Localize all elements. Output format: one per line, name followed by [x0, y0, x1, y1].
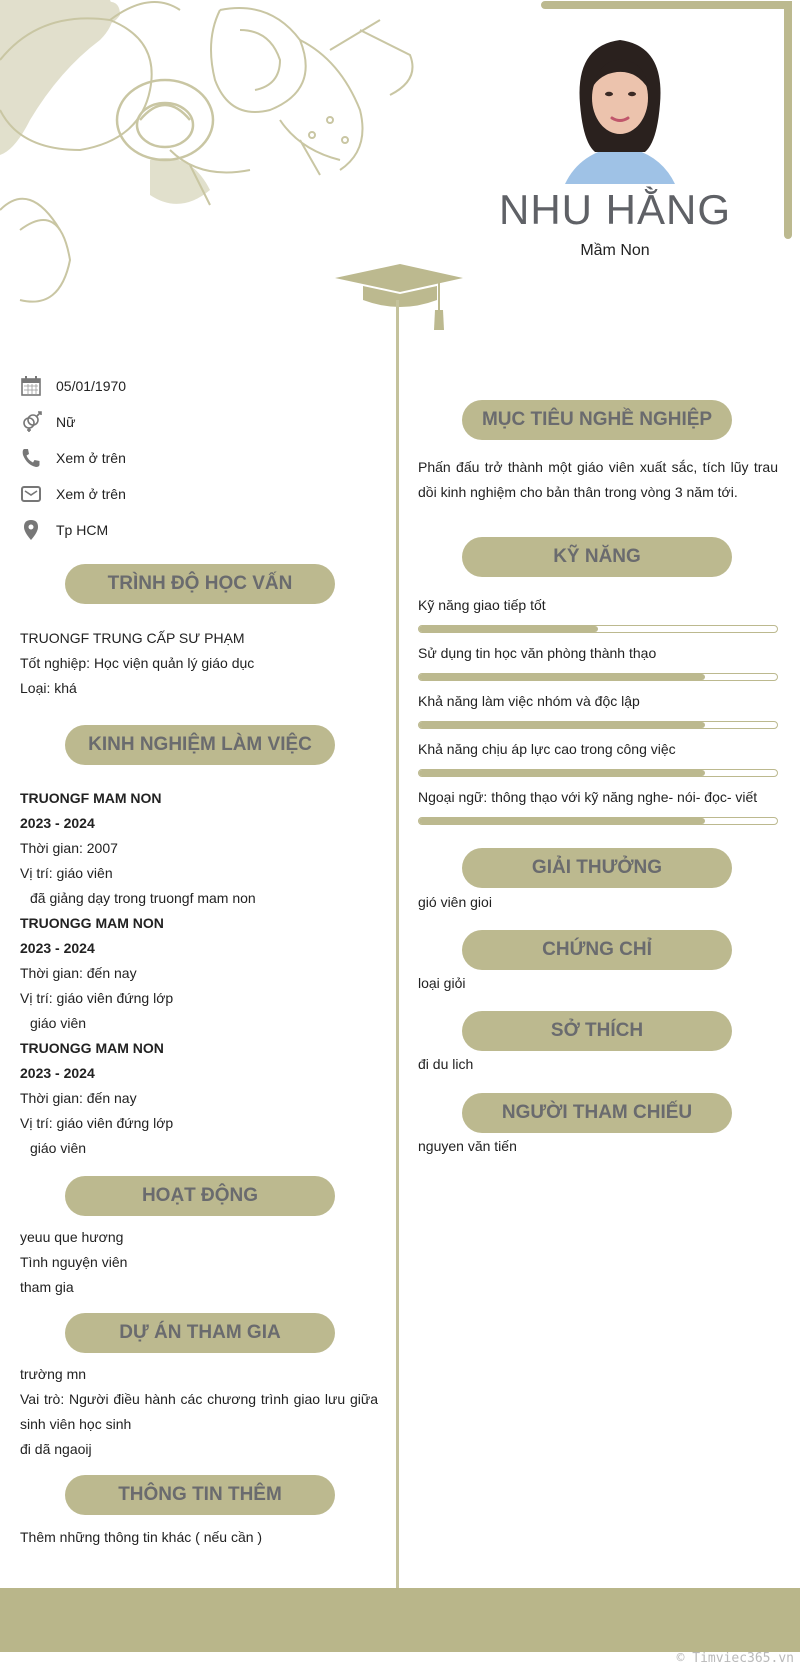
- experience-company: TRUONGF MAM NON: [20, 790, 162, 806]
- experience-years: 2023 - 2024: [20, 940, 95, 956]
- education-heading: TRÌNH ĐỘ HỌC VẤN: [65, 564, 335, 604]
- skill-name: Khả năng làm việc nhóm và độc lập: [418, 693, 640, 709]
- experience-role: Vị trí: giáo viên: [20, 865, 113, 881]
- skill-bar: [418, 769, 778, 777]
- location-icon: [20, 519, 42, 541]
- experience-desc: giáo viên: [30, 1140, 87, 1156]
- project-role: Vai trò: Người điều hành các chương trình giao lưu giữa sinh viên học sinh: [20, 1391, 378, 1432]
- experience-role: Vị trí: giáo viên đứng lớp: [20, 1115, 174, 1131]
- phone-icon: [20, 447, 42, 469]
- more-info-heading: THÔNG TIN THÊM: [65, 1475, 335, 1515]
- activity-item: yeuu que hương: [20, 1229, 124, 1245]
- skill-name: Kỹ năng giao tiếp tốt: [418, 597, 546, 613]
- objective-heading: MỤC TIÊU NGHỀ NGHIỆP: [462, 400, 732, 440]
- activity-item: tham gia: [20, 1279, 74, 1295]
- footer-band: [0, 1588, 800, 1652]
- certificates-text: loại giỏi: [418, 975, 466, 991]
- activities-section: [20, 1225, 378, 1300]
- skill-bar-fill: [419, 674, 705, 680]
- experience-time: Thời gian: đến nay: [20, 1090, 137, 1106]
- experience-years: 2023 - 2024: [20, 1065, 95, 1081]
- experience-time: Thời gian: 2007: [20, 840, 118, 856]
- experience-desc: đã giảng dạy trong truongf mam non: [30, 890, 256, 906]
- calendar-icon: [20, 375, 42, 397]
- skill-bar: [418, 817, 778, 825]
- experience-heading: KINH NGHIỆM LÀM VIỆC: [65, 725, 335, 765]
- gender-icon: [20, 411, 42, 433]
- candidate-name: NHU HẰNG: [498, 186, 731, 233]
- location-row: [20, 518, 390, 542]
- birthdate-row: [20, 374, 390, 398]
- experience-company: TRUONGG MAM NON: [20, 1040, 164, 1056]
- experience-company: TRUONGG MAM NON: [20, 915, 164, 931]
- experience-time: Thời gian: đến nay: [20, 965, 137, 981]
- skill-item: [418, 739, 778, 777]
- experience-section: [20, 786, 378, 1161]
- hobbies-text: đi du lich: [418, 1056, 474, 1072]
- skill-item: [418, 595, 778, 633]
- experience-role: Vị trí: giáo viên đứng lớp: [20, 990, 174, 1006]
- experience-years: 2023 - 2024: [20, 815, 95, 831]
- references-heading: NGƯỜI THAM CHIẾU: [462, 1093, 732, 1133]
- phone-value: Xem ở trên: [56, 450, 126, 466]
- skill-item: [418, 643, 778, 681]
- gender-value: Nữ: [56, 414, 76, 430]
- objective-text: Phấn đấu trở thành một giáo viên xuất sắc, tích lũy trau dồi kinh nghiệm cho bản thân trong vòng 3 năm tới.: [418, 459, 778, 500]
- candidate-position: Mầm Non: [580, 242, 650, 259]
- skill-name: Ngoại ngữ: thông thạo với kỹ năng nghe- nói- đọc- viết: [418, 789, 758, 805]
- projects-section: [20, 1362, 378, 1462]
- references-text: nguyen văn tiến: [418, 1138, 517, 1154]
- certificates-heading: CHỨNG CHỈ: [462, 930, 732, 970]
- education-section: [20, 626, 378, 701]
- education-grade: Loại: khá: [20, 680, 77, 696]
- project-desc: đi dã ngaoij: [20, 1441, 92, 1457]
- experience-desc: giáo viên: [30, 1015, 87, 1031]
- skill-item: [418, 691, 778, 729]
- awards-heading: GIẢI THƯỞNG: [462, 848, 732, 888]
- email-icon: [20, 483, 42, 505]
- project-name: trường mn: [20, 1366, 87, 1382]
- gender-row: [20, 410, 390, 434]
- awards-text: gió viên gioi: [418, 894, 492, 910]
- phone-row: [20, 446, 390, 470]
- location-value: Tp HCM: [56, 522, 109, 538]
- activities-heading: HOẠT ĐỘNG: [65, 1176, 335, 1216]
- skill-bar: [418, 625, 778, 633]
- hobbies-heading: SỞ THÍCH: [462, 1011, 732, 1051]
- email-row: [20, 482, 390, 506]
- watermark: © Timviec365.vn: [676, 1651, 794, 1666]
- skill-bar-fill: [419, 818, 705, 824]
- skill-item: [418, 787, 778, 825]
- education-graduation: Tốt nghiệp: Học viện quản lý giáo dục: [20, 655, 255, 671]
- skill-bar: [418, 673, 778, 681]
- skill-bar-fill: [419, 770, 705, 776]
- skill-bar-fill: [419, 722, 705, 728]
- center-divider: [396, 300, 399, 1590]
- skill-name: Sử dụng tin học văn phòng thành thạo: [418, 645, 657, 661]
- skill-bar: [418, 721, 778, 729]
- email-value: Xem ở trên: [56, 486, 126, 502]
- education-school: TRUONGF TRUNG CẤP SƯ PHẠM: [20, 630, 245, 646]
- skill-name: Khả năng chịu áp lực cao trong công việc: [418, 741, 676, 757]
- skill-bar-fill: [419, 626, 598, 632]
- activity-item: Tình nguyện viên: [20, 1254, 128, 1270]
- profile-photo: [545, 34, 695, 184]
- skills-heading: KỸ NĂNG: [462, 537, 732, 577]
- more-info-text: Thêm những thông tin khác ( nếu cần ): [20, 1529, 263, 1545]
- projects-heading: DỰ ÁN THAM GIA: [65, 1313, 335, 1353]
- birthdate-value: 05/01/1970: [56, 378, 127, 394]
